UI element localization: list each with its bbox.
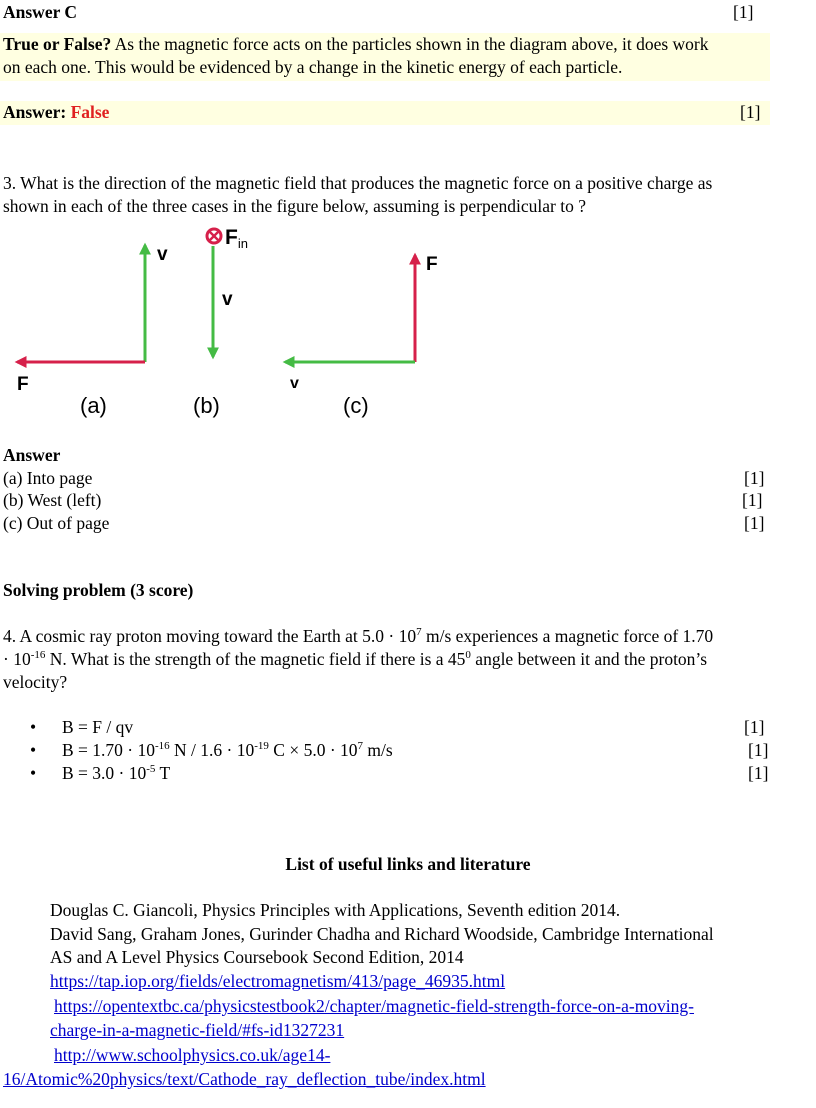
solution-step-2-score: [1] — [748, 740, 769, 760]
true-false-line2: on each one. This would be evidenced by a change in the kinetic energy of each particle. — [3, 57, 623, 77]
link-schoolphysics-line1[interactable]: http://www.schoolphysics.co.uk/age14- — [54, 1045, 331, 1065]
link-opentextbc-line1[interactable]: https://opentextbc.ca/physicstestbook2/chapter/magnetic-field-strength-force-on-a-moving- — [54, 996, 694, 1016]
link-tap-iop[interactable]: https://tap.iop.org/fields/electromagnetism/413/page_46935.html — [50, 971, 506, 991]
b-caption: (b) — [193, 393, 220, 418]
true-false-text1: As the magnetic force acts on the particles shown in the diagram above, it does work — [111, 34, 709, 54]
q4-line2: · $10^{-16}$ N. What is the strength of the magnetic field if there is a $45^0$ angle between it and the proton’s — [3, 649, 708, 669]
answer-c-label: Answer C — [3, 2, 78, 22]
c-f-label: F — [426, 254, 438, 275]
true-false-line1 — [3, 34, 709, 55]
answer3-item-c: (c) Out of page — [3, 513, 110, 533]
solution-step-1-score: [1] — [744, 717, 765, 737]
answer3-score-a: [1] — [744, 468, 765, 488]
answer-label: Answer: — [3, 102, 67, 122]
q4-line3: velocity? — [3, 672, 68, 692]
solution-step-3-score: [1] — [748, 763, 769, 783]
force-direction-diagram — [0, 220, 470, 425]
true-false-answer-block — [0, 101, 770, 125]
answer-value: False — [70, 102, 110, 122]
bullet-2: • — [30, 740, 37, 760]
bullet-1: • — [30, 717, 37, 737]
link-opentextbc-line2[interactable]: charge-in-a-magnetic-field/#fs-id1327231 — [50, 1020, 345, 1040]
link-schoolphysics-line2[interactable]: 16/Atomic%20physics/text/Cathode_ray_deflection_tube/index.html — [3, 1069, 486, 1089]
reference-giancoli: Douglas C. Giancoli, Physics Principles with Applications, Seventh edition 2014. — [50, 900, 621, 920]
true-false-answer — [3, 102, 109, 123]
answer3-item-a: (a) Into page — [3, 468, 93, 488]
solving-heading: Solving problem (3 score) — [3, 580, 194, 600]
answer3-score-c: [1] — [744, 513, 765, 533]
answer3-heading: Answer — [3, 445, 61, 465]
answer3-item-b: (b) West (left) — [3, 490, 102, 510]
true-false-prefix: True or False? — [3, 34, 112, 54]
true-false-score: [1] — [740, 102, 761, 122]
solution-step-3: $B = 3.0 \cdot 10^{-5}$ T — [62, 763, 171, 783]
reference-sang-line1: David Sang, Graham Jones, Gurinder Chadha and Richard Woodside, Cambridge International — [50, 924, 714, 944]
b-v-label: v — [222, 289, 233, 310]
q4-line1: 4. A cosmic ray proton moving toward the Earth at $5.0 \cdot 10^7$ m/s experiences a magnetic force of 1.70 — [3, 626, 714, 646]
answer3-score-b: [1] — [742, 490, 763, 510]
reference-sang-line2: AS and A Level Physics Coursebook Second Edition, 2014 — [50, 947, 464, 967]
a-v-label: v — [157, 244, 168, 265]
c-caption: (c) — [343, 393, 369, 418]
q3-line2: shown in each of the three cases in the figure below, assuming is perpendicular to ? — [3, 196, 586, 216]
q3-line1: 3. What is the direction of the magnetic field that produces the magnetic force on a positive charge as — [3, 173, 713, 193]
answer-c-score: [1] — [733, 2, 754, 22]
a-f-label: F — [17, 374, 29, 395]
links-heading: List of useful links and literature — [285, 854, 531, 874]
solution-step-2: $B = 1.70 \cdot 10^{-16}$ $N / 1.6 \cdot 10^{-19}$ $C \times 5.0 \cdot 10^7$ m/s — [62, 740, 393, 760]
a-caption: (a) — [80, 393, 107, 418]
c-v-label: v — [290, 375, 299, 392]
b-f-label: Fin — [225, 226, 248, 251]
solution-step-1: B = F / qv — [62, 717, 134, 737]
bullet-3: • — [30, 763, 37, 783]
